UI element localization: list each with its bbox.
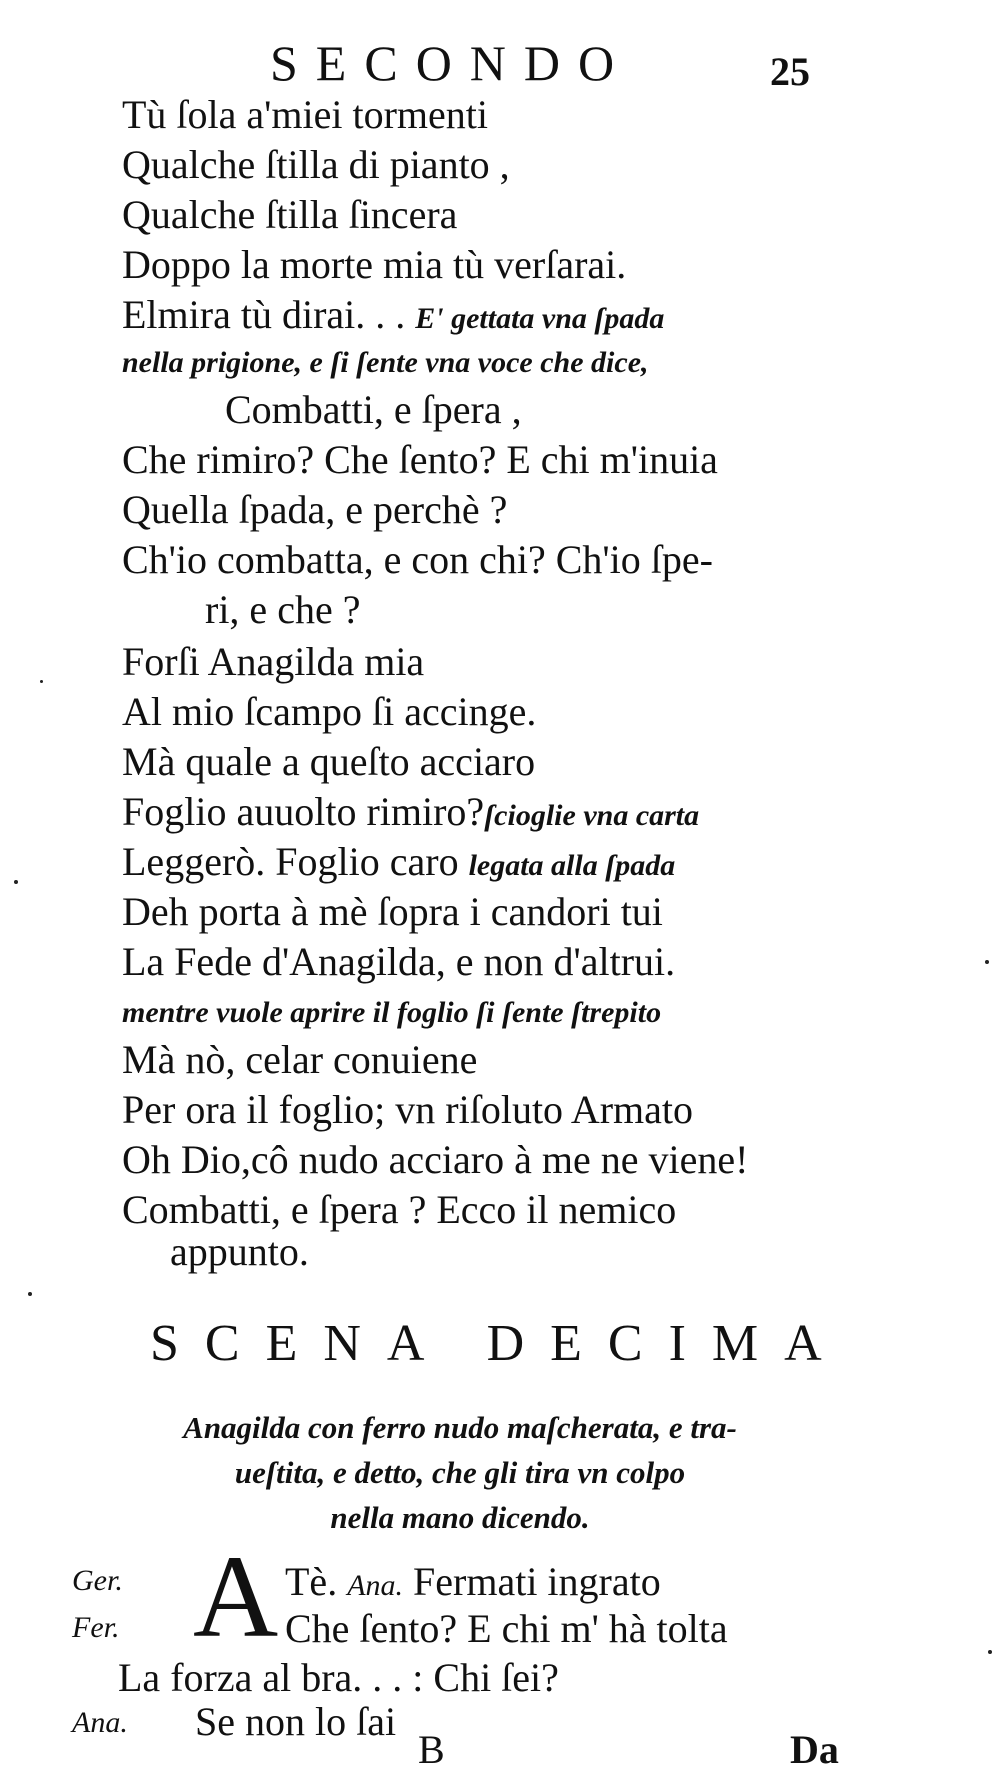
catchword: Da bbox=[790, 1727, 839, 1772]
verse-line: Deh porta à mè ſopra i candori tui bbox=[122, 889, 663, 934]
scene-stage-direction: Anagilda con ferro nudo maſcherata, e tra- bbox=[183, 1410, 737, 1445]
stage-direction-inline: ſcioglie vna carta bbox=[484, 799, 700, 832]
ink-speck bbox=[28, 1292, 32, 1296]
page-number: 25 bbox=[770, 49, 810, 94]
verse-line: Che rimiro? Che ſento? E chi m'inuia bbox=[122, 437, 718, 482]
speaker-label: Ana. bbox=[72, 1706, 128, 1739]
verse-line: Mà nò, celar conuiene bbox=[122, 1037, 478, 1082]
speaker-label: Ger. bbox=[72, 1564, 123, 1597]
dialogue-line: Che ſento? E chi m' hà tolta bbox=[285, 1606, 728, 1651]
stage-direction: mentre vuole aprire il foglio ſi ſente ſtrepito bbox=[122, 996, 662, 1029]
verse-text: Foglio auuolto rimiro? bbox=[122, 789, 485, 834]
verse-line: appunto. bbox=[170, 1229, 309, 1274]
verse-line: Combatti, e ſpera ? Ecco il nemico bbox=[122, 1187, 677, 1232]
verse-line: Qualche ſtilla ſincera bbox=[122, 192, 458, 237]
speaker-label: Fer. bbox=[72, 1611, 120, 1644]
verse-line: Doppo la morte mia tù verſarai. bbox=[122, 242, 627, 287]
signature-mark: B bbox=[418, 1727, 445, 1772]
ink-speck bbox=[988, 1650, 992, 1654]
speaker-label-inline: Ana. bbox=[347, 1569, 404, 1602]
verse-line: Per ora il foglio; vn riſoluto Armato bbox=[122, 1087, 694, 1132]
running-title: SECONDO bbox=[270, 35, 633, 91]
scene-stage-direction: ueſtita, e detto, che gli tira vn colpo bbox=[234, 1455, 686, 1490]
verse-line: Tù ſola a'miei tormenti bbox=[122, 92, 488, 137]
ink-speck bbox=[14, 880, 18, 884]
stage-direction: nella prigione, e ſi ſente vna voce che dice, bbox=[122, 346, 649, 379]
verse-line: Forſi Anagilda mia bbox=[122, 639, 425, 684]
stage-direction-inline: E' gettata vna ſpada bbox=[415, 302, 665, 335]
dialogue-line bbox=[285, 1559, 661, 1604]
scene-title: SCENA DECIMA bbox=[150, 1315, 848, 1372]
ink-speck bbox=[40, 680, 43, 683]
verse-line: ri, e che ? bbox=[205, 587, 361, 632]
dialogue-text: Tè. bbox=[285, 1559, 338, 1604]
verse-line-with-stage bbox=[122, 789, 700, 834]
voice-line: Combatti, e ſpera , bbox=[225, 387, 522, 432]
stage-direction-inline: legata alla ſpada bbox=[468, 849, 676, 882]
verse-line: Al mio ſcampo ſi accinge. bbox=[122, 689, 537, 734]
verse-line-with-stage bbox=[122, 839, 676, 884]
drop-cap: A bbox=[193, 1531, 279, 1662]
verse-line: Mà quale a queſto acciaro bbox=[122, 739, 536, 784]
dialogue-line: La forza al bra. . . : Chi ſei? bbox=[118, 1655, 559, 1700]
scene-stage-direction: nella mano dicendo. bbox=[330, 1500, 590, 1535]
verse-line: La Fede d'Anagilda, e non d'altrui. bbox=[122, 939, 676, 984]
verse-text: Leggerò. Foglio caro bbox=[122, 839, 459, 884]
verse-line: Qualche ſtilla di pianto , bbox=[122, 142, 510, 187]
verse-line-with-stage bbox=[122, 292, 665, 337]
verse-line: Ch'io combatta, e con chi? Ch'io ſpe- bbox=[122, 537, 713, 582]
dialogue-line: Se non lo ſai bbox=[195, 1699, 397, 1744]
verse-line: Quella ſpada, e perchè ? bbox=[122, 487, 508, 532]
ink-speck bbox=[985, 960, 989, 964]
verse-text: Elmira tù dirai. . . bbox=[122, 292, 406, 337]
verse-line: Oh Dio,cô nudo acciaro à me ne viene! bbox=[122, 1137, 749, 1182]
dialogue-text: Fermati ingrato bbox=[413, 1559, 661, 1604]
